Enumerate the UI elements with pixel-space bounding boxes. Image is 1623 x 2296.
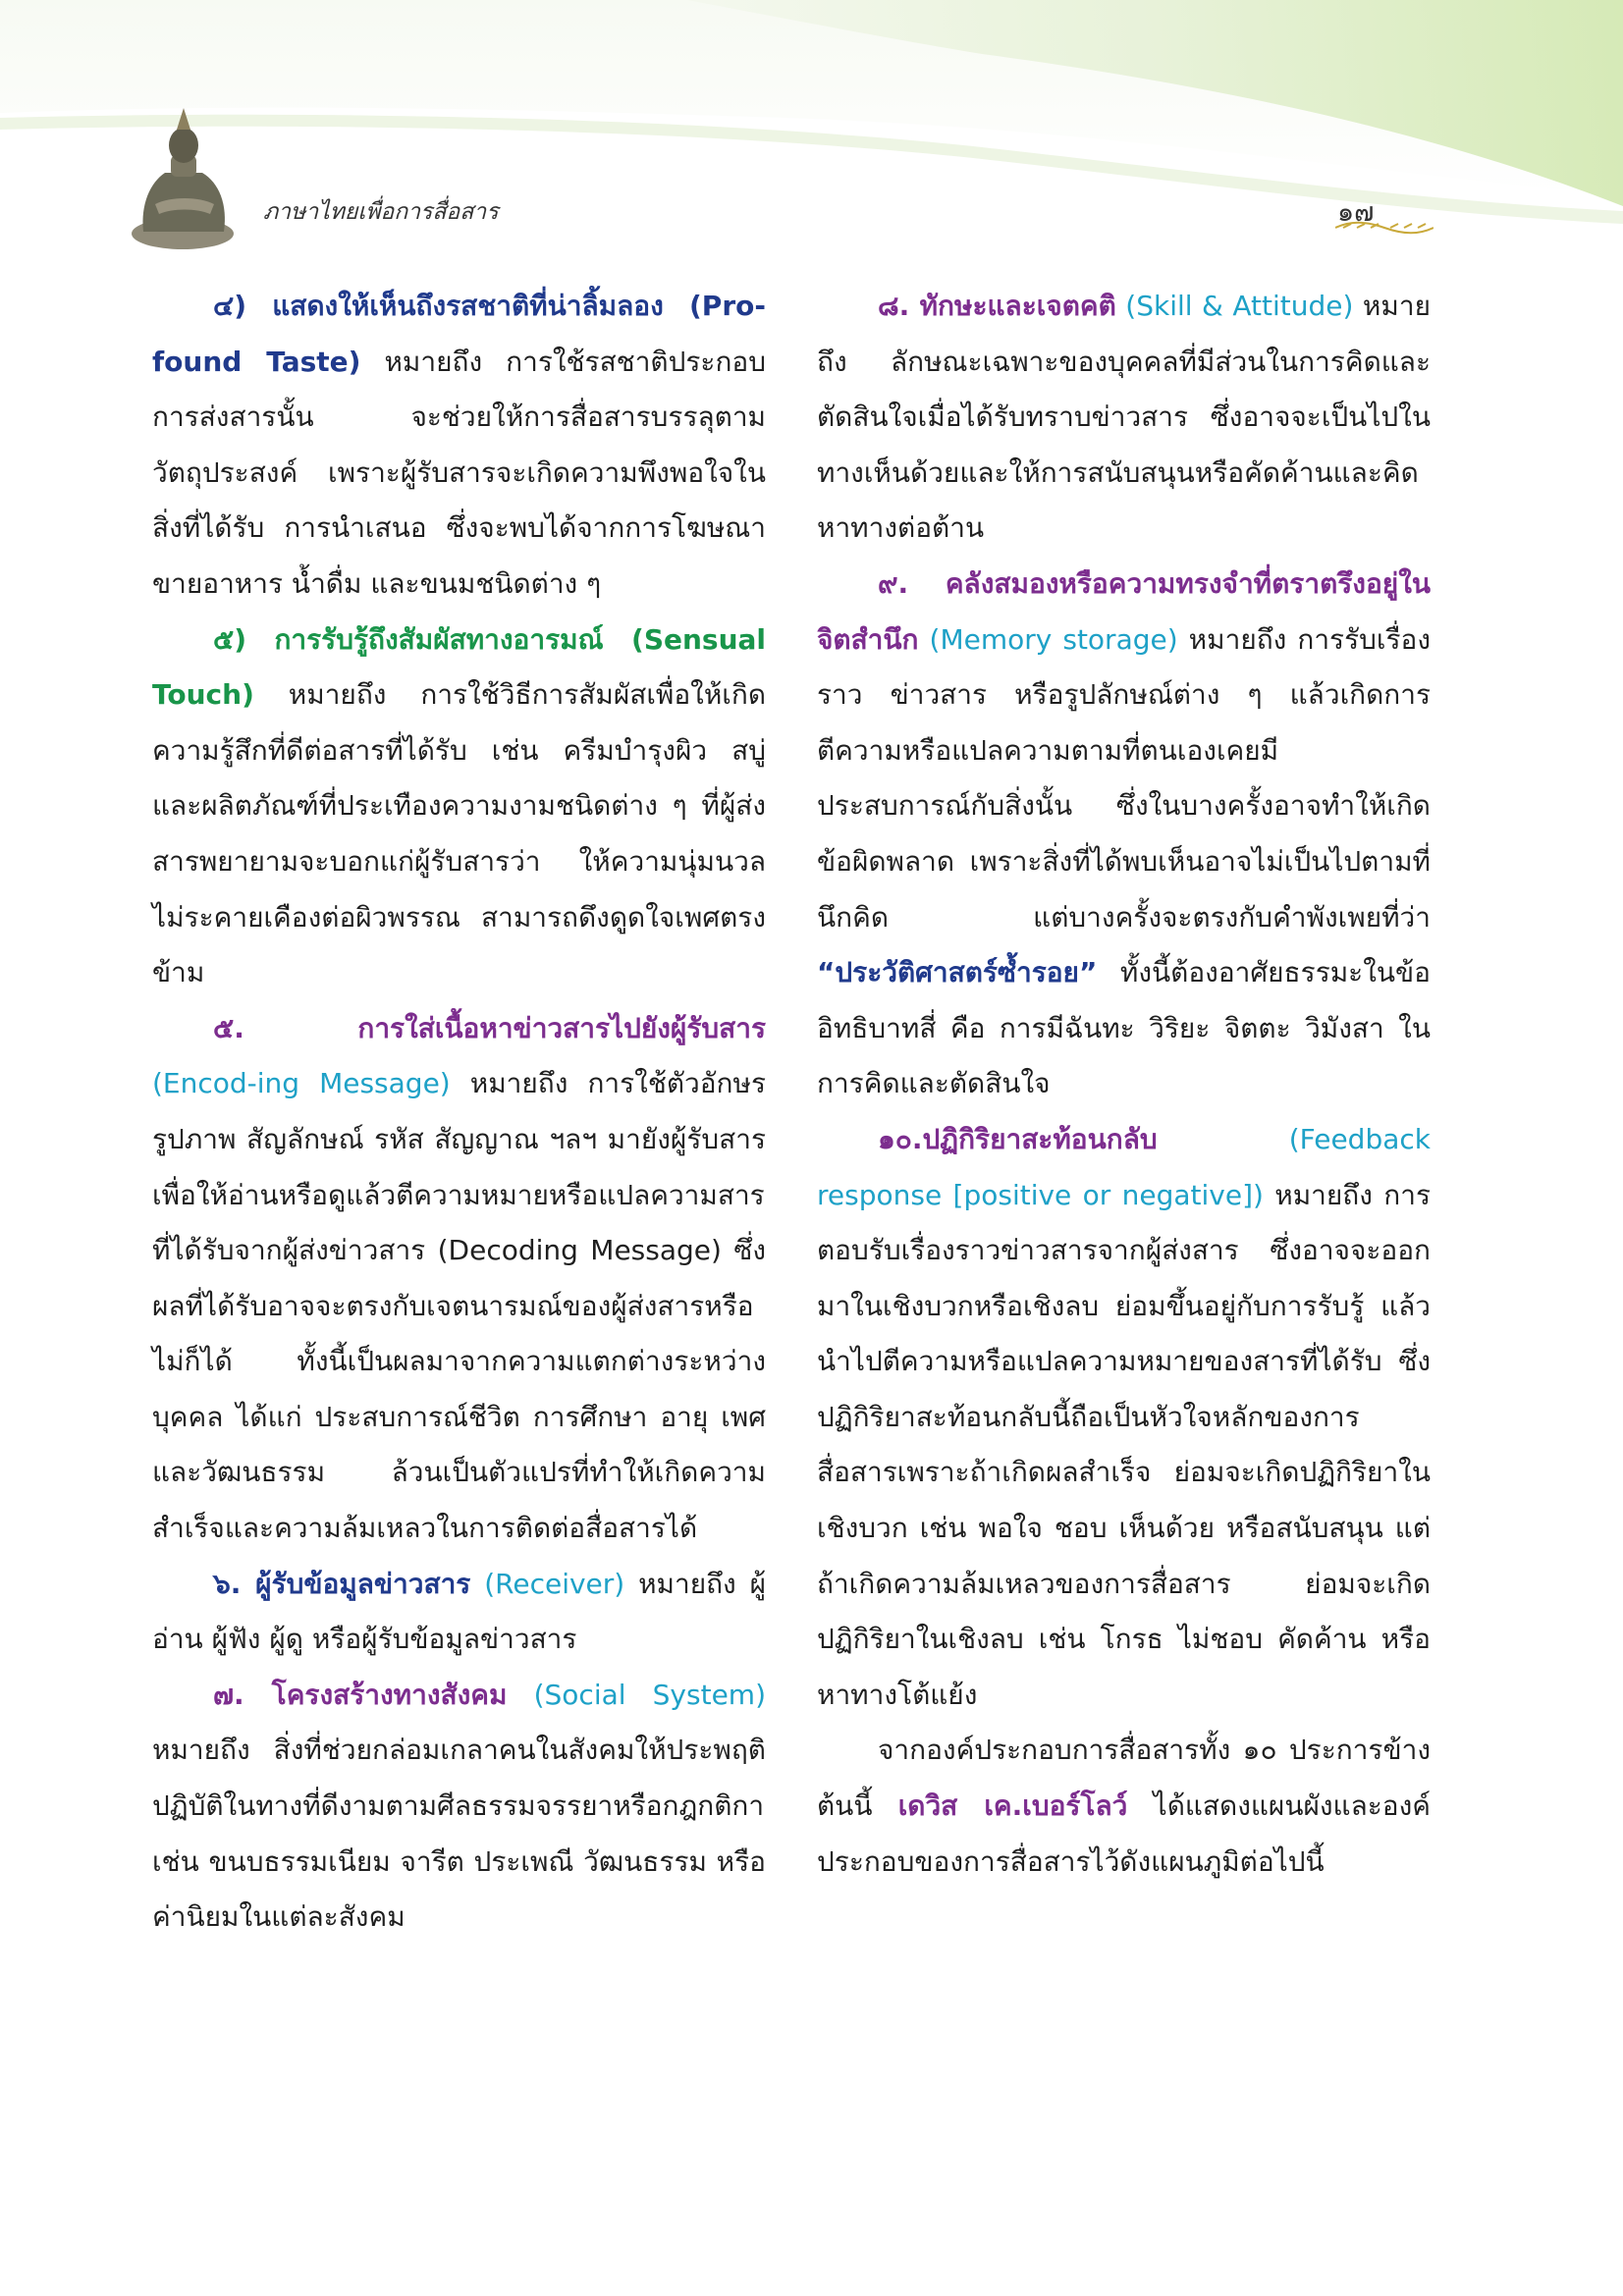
paragraph-memory [817, 557, 1431, 1112]
heading-encoding: ๕. การใส่เนื้อหาข่าวสารไปยังผู้รับสาร [213, 1011, 766, 1044]
paragraph-feedback [817, 1112, 1431, 1724]
left-column [152, 279, 766, 1946]
paragraph-5-touch [152, 613, 766, 1001]
right-column [817, 279, 1431, 1890]
heading-memory: ๙. คลังสมองหรือความทรงจำที่ตราตรึงอยู่ในจิตสำนึก [817, 566, 1431, 656]
paragraph-skill-attitude [817, 279, 1431, 557]
paragraph-body-2: ทั้งนี้ต้องอาศัยธรรมะในข้ออิทธิบาทสี่ คือ การมีฉันทะ วิริยะ จิตตะ วิมังสา ในการคิดและตัดสินใจ [817, 956, 1431, 1100]
paragraph-body: หมายถึง ผู้อ่าน ผู้ฟัง ผู้ดู หรือผู้รับข้อมูลข่าวสาร [152, 1567, 766, 1656]
heading-feedback: ๑๐.ปฏิกิริยาสะท้อนกลับ [878, 1122, 1158, 1155]
heading-memory-en: (Memory storage) [918, 622, 1178, 656]
heading-receiver-en: (Receiver) [470, 1567, 625, 1600]
paragraph-4-taste [152, 279, 766, 613]
heading-4-taste: ๔) แสดงให้เห็นถึงรสชาติที่น่าลิ้มลอง (Pro-found Taste) [152, 290, 766, 378]
paragraph-receiver [152, 1557, 766, 1668]
heading-social-system: ๗. โครงสร้างทางสังคม [213, 1678, 508, 1711]
paragraph-body: หมายถึง การรับเรื่องราว ข่าวสาร หรือรูปลักษณ์ต่าง ๆ แล้วเกิดการตีความหรือแปลความตามที่ตนเองเคยมีประสบการณ์กับสิ่งนั้น ซึ่งในบางครั้งอาจทำให้เกิดข้อผิดพลาด เพราะสิ่งที่ได้พบเห็นอาจไม่เป็นไปตามที่นึกคิด แต่บางครั้งจะตรงกับคำพังเพยที่ว่า [817, 622, 1432, 934]
heading-receiver: ๖. ผู้รับข้อมูลข่าวสาร [213, 1567, 471, 1600]
paragraph-body: หมายถึง สิ่งที่ช่วยกล่อมเกลาคนในสังคมให้ประพฤติปฏิบัติในทางที่ดีงามตามศีลธรรมจรรยาหรือกฎกติกา เช่น ขนบธรรมเนียม จารีต ประเพณี วัฒนธรรม หรือค่านิยมในแต่ละสังคม [152, 1734, 766, 1934]
paragraph-social-system [152, 1668, 766, 1946]
paragraph-body: หมายถึง การใช้ตัวอักษร รูปภาพ สัญลักษณ์ รหัส สัญญาณ ฯลฯ มายังผู้รับสารเพื่อให้อ่านหรือดูแล้วตีความหมายหรือแปลความสารที่ได้รับจากผู้ส่งข่าวสาร (Decoding Message) ซึ่งผลที่ได้รับอาจจะตรงกับเจตนารมณ์ของผู้ส่งสารหรือไม่ก็ได้ ทั้งนี้เป็นผลมาจากความแตกต่างระหว่างบุคคล ได้แก่ ประสบการณ์ชีวิต การศึกษา อายุ เพศ และวัฒนธรรม ล้วนเป็นตัวแปรที่ทำให้เกิดความสำเร็จและความล้มเหลวในการติดต่อสื่อสารได้ [152, 1067, 767, 1545]
paragraph-body: หมายถึง การตอบรับเรื่องราวข่าวสารจากผู้ส่งสาร ซึ่งอาจจะออกมาในเชิงบวกหรือเชิงลบ ย่อมขึ้นอยู่กับการรับรู้ แล้วนำไปตีความหรือแปลความหมายของสารที่ได้รับ ซึ่งปฏิกิริยาสะท้อนกลับนี้ถือเป็นหัวใจหลักของการสื่อสารเพราะถ้าเกิดผลสำเร็จ ย่อมจะเกิดปฏิกิริยาในเชิงบวก เช่น พอใจ ชอบ เห็นด้วย หรือสนับสนุน แต่ถ้าเกิดความล้มเหลวของการสื่อสาร ย่อมจะเกิดปฏิกิริยาในเชิงลบ เช่น โกรธ ไม่ชอบ คัดค้าน หรือหาทางโต้แย้ง [817, 1178, 1431, 1711]
paragraph-conclusion [817, 1723, 1431, 1890]
heading-feedback-en: (Feedback response [positive or negative]) [817, 1122, 1431, 1211]
heading-skill-attitude: ๘. ทักษะและเจตคติ [878, 290, 1116, 322]
page-number: ๑๗ [1337, 197, 1375, 228]
page-number-ornament-icon [1335, 221, 1434, 235]
paragraph-body: หมายถึง การใช้รสชาติประกอบการส่งสารนั้น จะช่วยให้การสื่อสารบรรลุตามวัตถุประสงค์ เพราะผู้รับสารจะเกิดความพึงพอใจในสิ่งที่ได้รับ การนำเสนอ ซึ่งจะพบได้จากการโฆษณาขายอาหาร น้ำดื่ม และขนมชนิดต่าง ๆ [152, 345, 766, 600]
paragraph-body-2: ได้แสดงแผนผังและองค์ประกอบของการสื่อสารไว้ดังแผนภูมิต่อไปนี้ [817, 1789, 1432, 1878]
buddha-statue-icon [126, 106, 243, 253]
paragraph-body: หมายถึง ลักษณะเฉพาะของบุคคลที่มีส่วนในการคิดและตัดสินใจเมื่อได้รับทราบข่าวสาร ซึ่งอาจจะเป็นไปในทางเห็นด้วยและให้การสนับสนุนหรือคัดค้านและคิดหาทางต่อต้าน [817, 290, 1431, 545]
heading-encoding-en: (Encod-ing Message) [152, 1067, 451, 1100]
heading-skill-attitude-en: (Skill & Attitude) [1115, 290, 1354, 322]
heading-5-touch: ๕) การรับรู้ถึงสัมผัสทางอารมณ์ (Sensual Touch) [152, 622, 766, 712]
paragraph-encoding [152, 1001, 766, 1557]
book-title: ภาษาไทยเพื่อการสื่อสาร [263, 199, 499, 225]
author-name: เดวิส เค.เบอร์โลว์ [897, 1789, 1128, 1823]
quote-history: “ประวัติศาสตร์ซ้ำรอย” [817, 956, 1098, 989]
paragraph-body: จากองค์ประกอบการสื่อสารทั้ง ๑๐ ประการข้างต้นนี้ [817, 1734, 1431, 1823]
paragraph-body: หมายถึง การใช้วิธีการสัมผัสเพื่อให้เกิดความรู้สึกที่ดีต่อสารที่ได้รับ เช่น ครีมบำรุงผิว สบู่ และผลิตภัณฑ์ที่ประเทืองความงามชนิดต่าง ๆ ที่ผู้ส่งสารพยายามจะบอกแก่ผู้รับสารว่า ให้ความนุ่มนวลไม่ระคายเคืองต่อผิวพรรณ สามารถดึงดูดใจเพศตรงข้าม [152, 678, 766, 989]
heading-social-system-en: (Social System) [507, 1678, 766, 1711]
